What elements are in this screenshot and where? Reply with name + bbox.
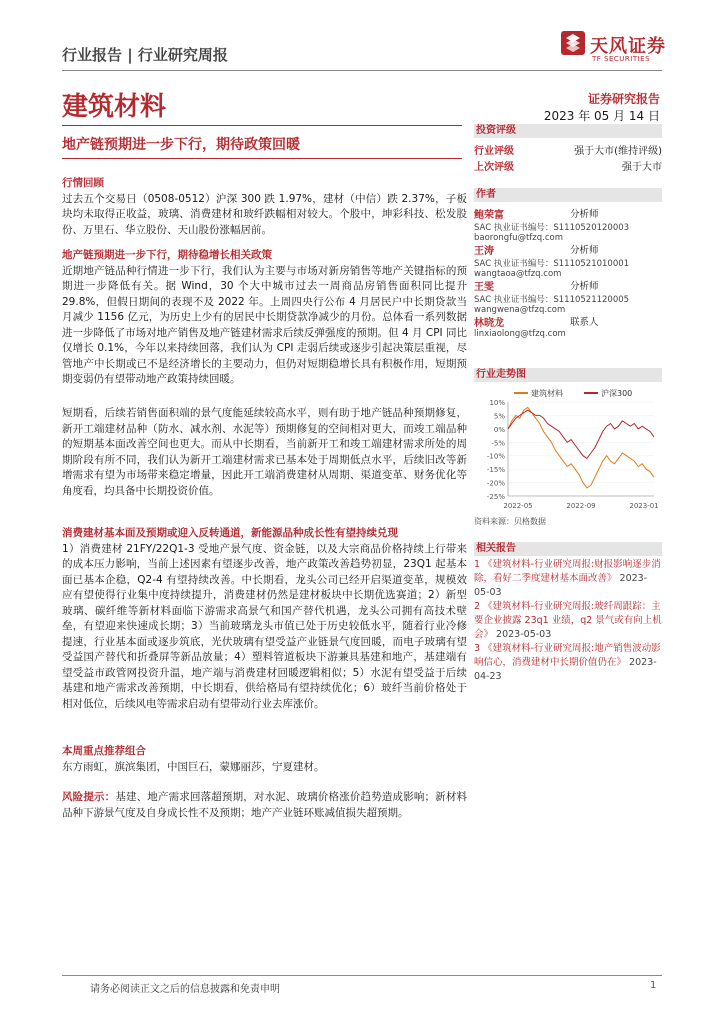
logo-subtext: TF SECURITIES (592, 55, 651, 63)
risk-text: 基建、地产需求回落超预期，对水泥、玻璃价格涨价趋势造成影响；新材料品种下游景气度及自身成长性不及预期；地产产业链环账减值损失超预期。 (62, 791, 468, 819)
rating-key: 上次评级 (474, 162, 514, 173)
section-heading: 消费建材基本面及预期或迎入反转通道，新能源品种成长性有望持续兑现 (62, 527, 398, 539)
section-heading: 行情回顾 (62, 177, 104, 189)
author-role: 分析师 (570, 209, 599, 220)
related-report-date: 2023-04-23 (474, 657, 657, 682)
related-report-title[interactable]: 2 《建筑材料-行业研究周报:玻纤周跟踪：主要企业披露 23q1 业绩，q2 景气或有向上机会》 (474, 601, 662, 640)
y-tick-label: -15% (486, 466, 505, 475)
report-date: 2023 年 05 月 14 日 (543, 109, 660, 123)
chart-source: 资料来源：贝格数据 (474, 517, 546, 526)
authors-list (474, 206, 662, 344)
y-tick-label: -25% (486, 493, 505, 501)
author-email[interactable]: linxiaolong@tfzq.com (474, 329, 566, 339)
y-tick-label: -5% (491, 439, 505, 448)
industry-trend-chart (474, 386, 662, 512)
author-role: 联系人 (570, 317, 599, 328)
title-rule-bottom (62, 158, 462, 159)
section-text: 近期地产链品种行情进一步下行，我们认为主要与市场对新房销售等地产关键指标的预期进一步降低有关。据 Wind，30 个大中城市过去一周商品房销售面积同比提升 29.8%，但假日期间的表现不及 2022 年。上周四央行公布 4 月居民户中长期贷款当月减少 1156 亿元，为历史上少有的居民中长期贷款净减少的月份。总体看一系列数据进一步降低了市场对地产销售及地产链建材需求后续反弹强度的预期。但 4 月 CPI 同比仅增长 0.1%，今年以来持续回落，我们认为 CPI 走弱后续或逐步引起决策层重视，尽管地产中长期或已不是经济增长的主要动力，但仍对短期稳增长具有积极作用，短期预期变弱仍有望带动地产政策持续回暖。 (62, 264, 467, 385)
risk-warning (62, 790, 467, 821)
author-sac: SAC 执业证书编号：S1110521010001 (474, 259, 630, 269)
related-heading: 相关报告 (474, 542, 662, 556)
disclaimer-note: 请务必阅读正文之后的信息披露和免责申明 (90, 984, 280, 995)
authors-heading: 作者 (474, 188, 662, 202)
author-sac: SAC 执业证书编号：S1110521120005 (474, 295, 630, 305)
section-property-chain (62, 248, 467, 388)
x-tick-label: 2022-05 (503, 502, 533, 510)
x-tick-label: 2023-01 (629, 502, 659, 510)
related-report[interactable] (474, 558, 662, 600)
author-entry (474, 314, 662, 344)
rating-value: 强于大市(维持评级) (574, 146, 662, 157)
rating-key: 行业评级 (474, 146, 514, 157)
author-role: 分析师 (570, 245, 599, 256)
rating-value: 强于大市 (622, 162, 662, 173)
trend-heading: 行业走势图 (474, 368, 662, 382)
series-line (508, 407, 654, 488)
section-property-chain-cont (62, 406, 467, 499)
report-title: 地产链预期进一步下行，期待政策回暖 (62, 137, 300, 153)
logo-text: 天风证券 (590, 36, 666, 57)
author-role: 分析师 (570, 281, 599, 292)
logo-mark-icon (560, 30, 586, 56)
section-recommendations (62, 744, 467, 775)
section-market-review (62, 176, 467, 238)
author-entry (474, 242, 662, 278)
related-report[interactable] (474, 600, 662, 642)
section-heading: 地产链预期进一步下行，期待稳增长相关政策 (62, 249, 272, 261)
author-email[interactable]: wangwena@tfzq.com (474, 305, 566, 315)
related-report-date: 2023-05-03 (474, 573, 648, 598)
author-name: 林晓龙 (474, 318, 504, 329)
author-name: 王涛 (474, 246, 494, 257)
section-consumer-materials (62, 526, 467, 712)
author-entry (474, 206, 662, 242)
title-rule-top (62, 125, 462, 126)
author-name: 鲍荣富 (474, 210, 504, 221)
author-entry (474, 278, 662, 314)
risk-label: 风险提示： (62, 791, 116, 803)
rating-heading: 投资评级 (474, 124, 662, 138)
related-report-title[interactable]: 1 《建筑材料-行业研究周报:财报影响逐步消除，看好二季度建材基本面改善》 (474, 559, 661, 584)
section-text: 东方雨虹，旗滨集团，中国巨石，蒙娜丽莎，宁夏建材。 (62, 760, 325, 773)
section-text: 过去五个交易日（0508-0512）沪深 300 跌 1.97%，建材（中信）跌 2.37%，子板块均未取得正收益，玻璃、消费建材和玻纤跌幅相对较大。个股中，坤彩科技、松发股份、万里石、华立股份、天山股份涨幅居前。 (62, 192, 467, 236)
section-text: 1）消费建材 21FY/22Q1-3 受地产景气度、资金链，以及大宗商品价格持续上行带来的成本压力影响，当前上述因素有望逐步改善，地产政策改善趋势初显，23Q1 起基本面已基本企稳，Q2-4 有望持续改善。中长期看，龙头公司已经开启渠道变革，规模效应有望使得行业集中度持续提升，消费建材仍然是建材板块中长期优选赛道；2）新型玻璃、碳纤维等新材料面临下游需求高景气和国产替代机遇，龙头公司拥有高技术壁垒，有望迎来快速成长期；3）当前玻璃龙头市值已处于历史较低水平，随着行业冷修提速，行业基本面或逐步筑底，光伏玻璃有望受益产业链景气度回暖，而电子玻璃有望受益国产替代和折叠屏等新品放量；4）塑料管道板块下游兼具基建和地产，基建端有望受益市政管网投资升温，地产端与消费建材回暖逻辑相似；5）水泥有望受益于后续基建和地产需求改善预期，中长期看，供给格局有望持续优化；6）玻纤当前价格处于相对低位，后续风电等需求启动有望带动行业去库涨价。 (62, 542, 467, 710)
section-heading: 本周重点推荐组合 (62, 745, 146, 757)
header-divider (62, 70, 662, 71)
author-sac: SAC 执业证书编号：S1110520120003 (474, 223, 630, 233)
y-tick-label: -10% (486, 452, 505, 461)
series-line (508, 410, 654, 458)
y-tick-label: 10% (489, 399, 505, 407)
report-category: 行业报告 | 行业研究周报 (62, 46, 228, 64)
legend-label: 建筑材料 (531, 389, 563, 398)
legend-label: 沪深300 (601, 389, 633, 398)
related-report-date: 2023-05-03 (496, 629, 552, 640)
y-tick-label: 5% (493, 412, 505, 421)
related-report-title[interactable]: 3 《建筑材料-行业研究周报:地产销售波动影响信心，消费建材中长期价值仍在》 (474, 643, 661, 668)
section-text: 短期看，后续若销售面积端的景气度能延续较高水平，则有助于地产链品种预期修复，新开工端建材品种（防水、减水剂、水泥等）预期修复的空间相对更大，而竣工端品种的短期基本面改善空间也更大。而从中长期看，当前新开工和竣工端建材需求所处的周期阶段有所不同，我们认为新开工端建材需求已基本处于周期低点水平，后续旧改等新增需求有望为市场带来稳定增量，因此开工端消费建材从周期、渠道变革、财务优化等角度看，均具备中长期投资价值。 (62, 407, 467, 497)
sector-title: 建筑材料 (62, 92, 167, 122)
footer-divider (62, 975, 662, 976)
author-email[interactable]: baorongfu@tfzq.com (474, 233, 564, 243)
related-report[interactable] (474, 642, 662, 684)
y-tick-label: 0% (493, 425, 505, 434)
y-tick-label: -20% (486, 479, 505, 488)
page-number: 1 (650, 980, 657, 991)
report-type: 证券研究报告 (587, 92, 660, 106)
author-email[interactable]: wangtaoa@tfzq.com (474, 269, 562, 279)
x-tick-label: 2022-09 (566, 502, 596, 510)
company-logo (560, 30, 670, 70)
author-name: 王雯 (474, 282, 494, 293)
